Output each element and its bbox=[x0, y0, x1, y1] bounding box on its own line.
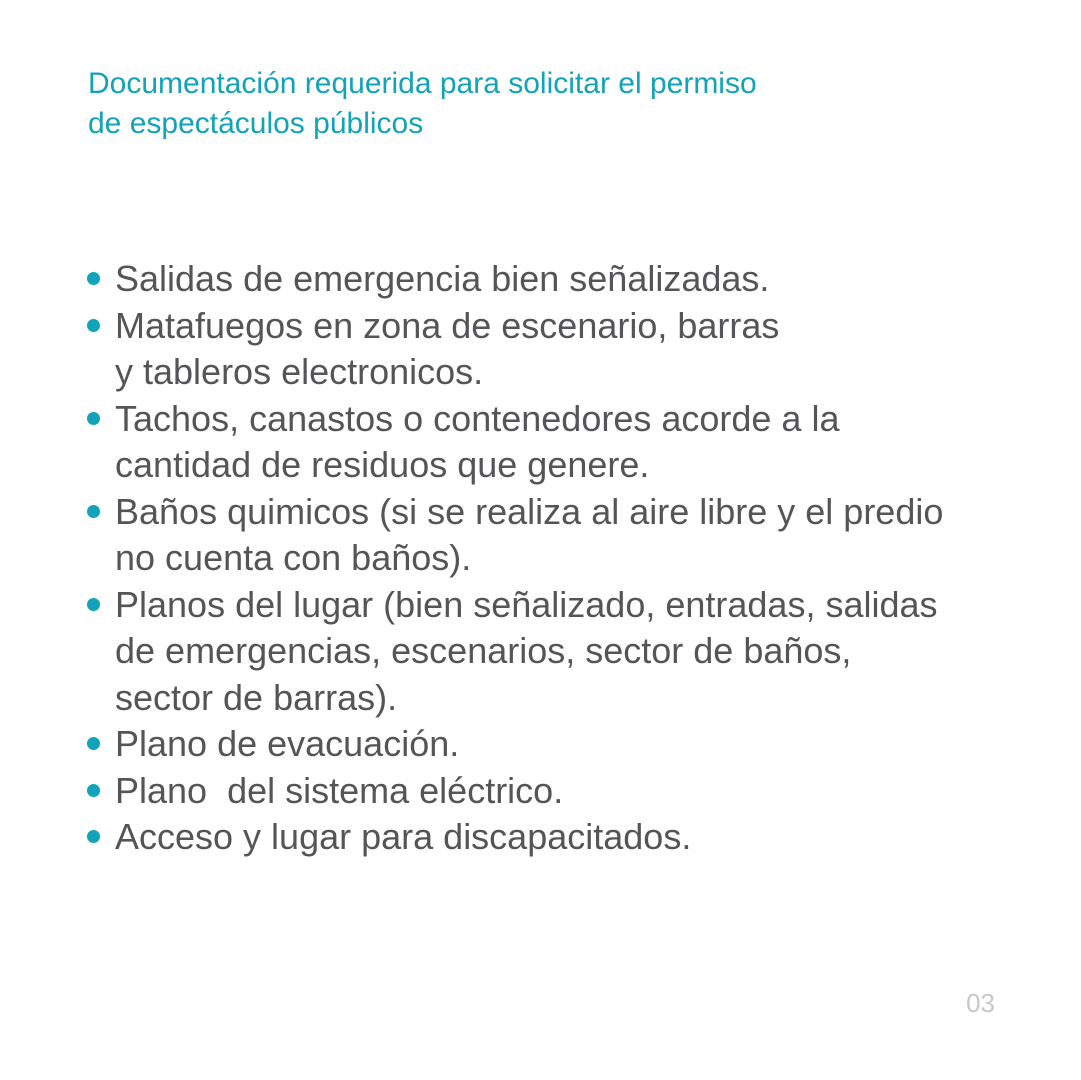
list-item-line: Tachos, canastos o contenedores acorde a la bbox=[115, 397, 840, 439]
bullet-dot-icon bbox=[84, 303, 115, 350]
list-item-text bbox=[115, 256, 1034, 303]
bullet-dot-icon bbox=[84, 396, 115, 443]
document-title-line: Documentación requerida para solicitar el permiso bbox=[88, 67, 757, 100]
list-item-line: sector de barras). bbox=[115, 676, 398, 718]
bullet-dot-icon bbox=[84, 721, 115, 768]
list-item-text bbox=[115, 303, 1034, 396]
list-item-text bbox=[115, 396, 1034, 489]
list-item-line: Plano del sistema eléctrico. bbox=[115, 769, 564, 811]
list-item-line: Planos del lugar (bien señalizado, entradas, salidas bbox=[115, 583, 938, 625]
list-item bbox=[84, 489, 1034, 582]
list-item-text bbox=[115, 489, 1034, 582]
list-item bbox=[84, 303, 1034, 396]
bullet-dot-icon bbox=[84, 814, 115, 861]
list-item bbox=[84, 396, 1034, 489]
document-title bbox=[88, 64, 988, 144]
list-item bbox=[84, 256, 1034, 303]
list-item-line: no cuenta con baños). bbox=[115, 537, 472, 578]
list-item bbox=[84, 582, 1034, 722]
list-item-line: Matafuegos en zona de escenario, barras bbox=[115, 304, 780, 346]
list-item-line: Acceso y lugar para discapacitados. bbox=[115, 816, 692, 857]
list-item bbox=[84, 768, 1034, 815]
list-item-text bbox=[115, 721, 1034, 768]
list-item bbox=[84, 721, 1034, 768]
list-item-line: Baños quimicos (si se realiza al aire libre y el predio bbox=[115, 490, 944, 532]
list-item bbox=[84, 814, 1034, 861]
list-item-line: cantidad de residuos que genere. bbox=[115, 444, 650, 485]
list-item-text bbox=[115, 768, 1034, 815]
requirements-list bbox=[84, 256, 1034, 861]
list-item-text bbox=[115, 814, 1034, 861]
list-item-line: de emergencias, escenarios, sector de baños, bbox=[115, 630, 852, 671]
bullet-dot-icon bbox=[84, 256, 115, 303]
document-title-line: de espectáculos públicos bbox=[88, 107, 424, 140]
list-item-line: Plano de evacuación. bbox=[115, 723, 460, 764]
list-item-line: Salidas de emergencia bien señalizadas. bbox=[115, 258, 770, 299]
bullet-dot-icon bbox=[84, 768, 115, 815]
list-item-text bbox=[115, 582, 1034, 722]
page-number: 03 bbox=[966, 988, 995, 1018]
list-item-line: y tableros electronicos. bbox=[115, 351, 484, 392]
bullet-dot-icon bbox=[84, 582, 115, 629]
bullet-dot-icon bbox=[84, 489, 115, 536]
